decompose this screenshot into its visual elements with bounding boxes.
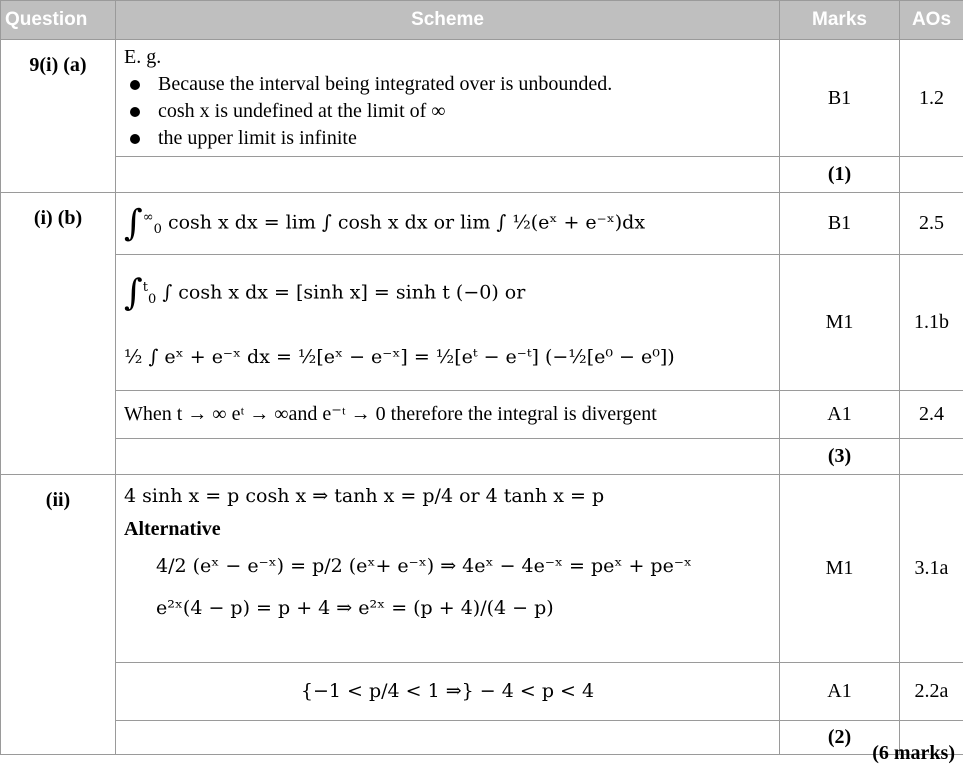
total-9ii: (2) xyxy=(780,721,900,755)
q9b-total-row xyxy=(1,439,963,475)
bullet-icon xyxy=(130,134,140,144)
mark-9ib-1: B1 xyxy=(780,193,900,255)
ao-9ii-1: 3.1a xyxy=(900,475,963,663)
bullet-item: Because the interval being integrated over is unbounded. xyxy=(124,71,771,98)
q9ii-row-1 xyxy=(1,475,963,663)
divergence-statement: When t → ∞ eᵗ → ∞and e⁻ᵗ → 0 therefore the integral is divergent xyxy=(124,403,657,425)
header-scheme: Scheme xyxy=(116,1,780,40)
q9b-row-1 xyxy=(1,193,963,255)
q9a-total-row xyxy=(1,157,963,193)
header-row xyxy=(1,1,963,40)
alternative-heading: Alternative xyxy=(124,518,221,540)
total-9ia: (1) xyxy=(780,157,900,193)
limit-expression: $\int^\infty_0$ cosh x dx = lim ∫ cosh x dx or lim ∫ ½(eˣ + e⁻ˣ)dx xyxy=(124,202,646,244)
q9ii-total-row xyxy=(1,721,963,755)
scheme-9ib-1 xyxy=(116,193,780,255)
header-aos: AOs xyxy=(900,1,963,40)
integral-line-1: ∫$^t_0$ ∫ cosh x dx = [sinh x] = sinh t (−0) or xyxy=(124,272,526,314)
ao-9ii-2: 2.2a xyxy=(900,663,963,721)
mark-9ii-1: M1 xyxy=(780,475,900,663)
bullet-item: the upper limit is infinite xyxy=(124,125,771,152)
q9b-row-2 xyxy=(1,255,963,391)
mark-9ia: B1 xyxy=(780,40,900,157)
question-label-9ii: (ii) xyxy=(1,475,116,663)
scheme-9ii-2 xyxy=(116,663,780,721)
ao-9ib-2: 1.1b xyxy=(900,255,963,391)
ao-9ia: 1.2 xyxy=(900,40,963,157)
tanh-line: 4 sinh x = p cosh x ⇒ tanh x = p/4 or 4 tanh x = p xyxy=(124,485,605,507)
scheme-9ia xyxy=(116,40,780,157)
header-marks: Marks xyxy=(780,1,900,40)
ao-9ib-1: 2.5 xyxy=(900,193,963,255)
ao-9ib-3: 2.4 xyxy=(900,391,963,439)
q9ii-row-2 xyxy=(1,663,963,721)
e2x-line: e²ˣ(4 − p) = p + 4 ⇒ e²ˣ = (p + 4)/(4 − p) xyxy=(156,597,554,619)
question-label-9ia: 9(i) (a) xyxy=(1,40,116,157)
mark-9ib-2: M1 xyxy=(780,255,900,391)
q9a-row xyxy=(1,40,963,157)
bullet-icon xyxy=(130,80,140,90)
bullet-item: cosh x is undefined at the limit of ∞ xyxy=(124,98,771,125)
bullet-icon xyxy=(130,107,140,117)
scheme-9ii-1 xyxy=(116,475,780,663)
scheme-9ib-2 xyxy=(116,255,780,391)
scheme-9ib-3 xyxy=(116,391,780,439)
mark-9ii-2: A1 xyxy=(780,663,900,721)
eg-label: E. g. xyxy=(124,46,162,68)
mark-9ib-3: A1 xyxy=(780,391,900,439)
header-question: Question xyxy=(1,1,116,40)
q9b-row-3 xyxy=(1,391,963,439)
inequality-result: {−1 < p/4 < 1 ⇒} − 4 < p < 4 xyxy=(300,680,595,702)
total-9ib: (3) xyxy=(780,439,900,475)
exp-line: 4/2 (eˣ − e⁻ˣ) = p/2 (eˣ+ e⁻ˣ) ⇒ 4eˣ − 4e⁻ˣ = peˣ + pe⁻ˣ xyxy=(156,555,692,577)
integral-line-2: ½ ∫ eˣ + e⁻ˣ dx = ½[eˣ − e⁻ˣ] = ½[eᵗ − e⁻ᵗ] (−½[e⁰ − e⁰]) xyxy=(124,345,675,368)
total-marks: (6 marks) xyxy=(872,742,955,764)
question-label-9ib: (i) (b) xyxy=(1,193,116,255)
